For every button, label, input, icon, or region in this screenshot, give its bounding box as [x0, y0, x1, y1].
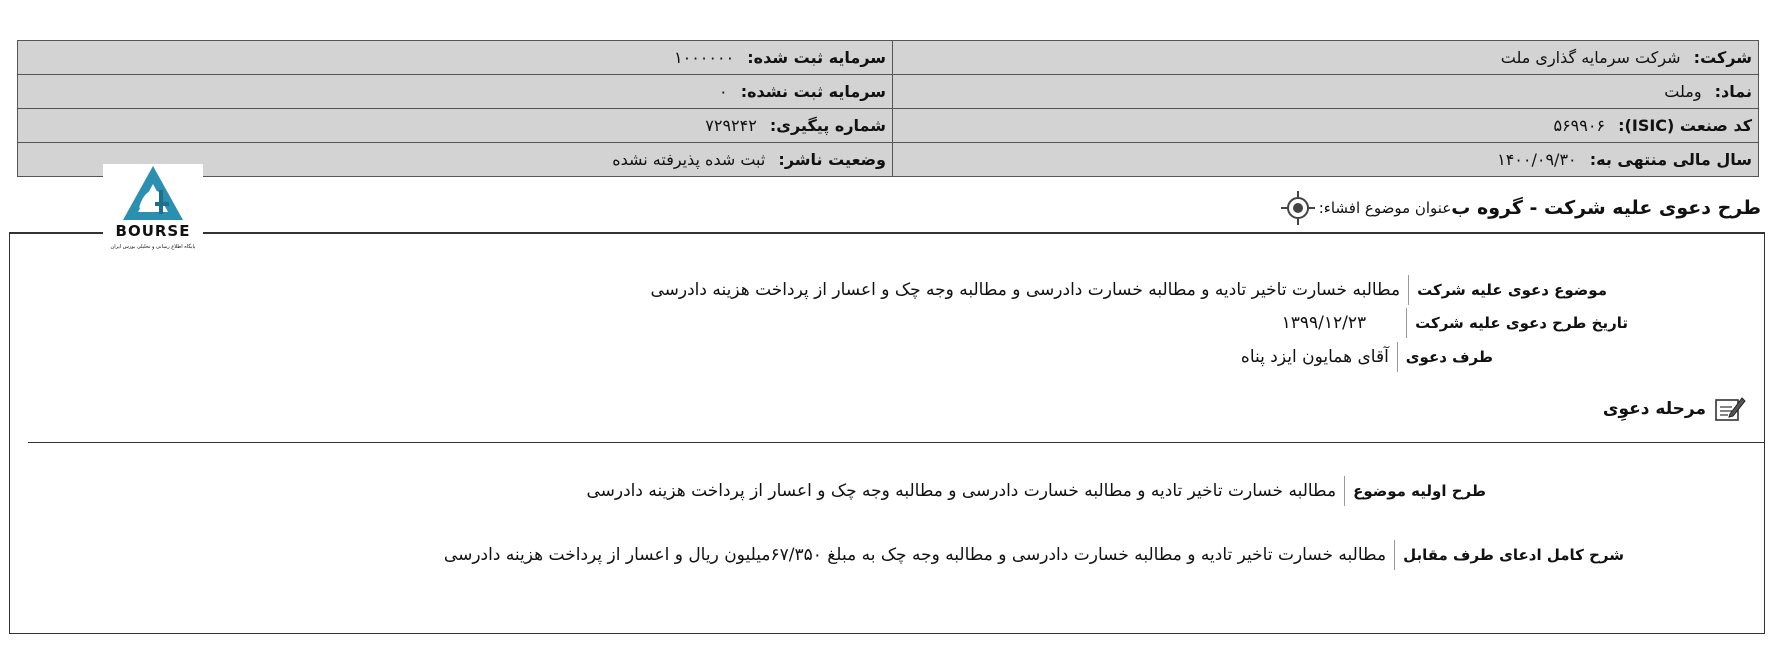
info-row	[18, 75, 1759, 109]
counterparty-claim-label: شرح کامل ادعای طرف مقابل	[1394, 540, 1624, 570]
crosshair-icon	[1281, 191, 1315, 225]
isic-label: کد صنعت (ISIC):	[1618, 116, 1752, 135]
tracking-number-label: شماره پیگیری:	[769, 116, 886, 135]
fiscal-year-value: ۱۴۰۰/۰۹/۳۰	[1497, 150, 1577, 169]
unregistered-capital-value: ۰	[719, 82, 728, 101]
info-cell-company	[893, 41, 1759, 75]
bourse-logo	[103, 164, 203, 256]
lawsuit-subject-field	[650, 275, 1607, 305]
stage-title-text: مرحله دعوِی	[1602, 399, 1706, 419]
publisher-status-value: ثبت شده پذیرفته نشده	[612, 150, 766, 169]
tracking-number-value: ۷۲۹۲۴۲	[705, 116, 757, 135]
initial-subject-value: مطالبه خسارت تاخیر تادیه و مطالبه خسارت دادرسی و مطالبه وجه چک و اعسار از پرداخت هزینه دادرسی	[586, 481, 1337, 501]
info-cell-unregistered-capital	[18, 75, 893, 109]
info-cell-tracking-number	[18, 109, 893, 143]
lawsuit-party-label: طرف دعوی	[1397, 342, 1493, 372]
company-value: شرکت سرمایه گذاری ملت	[1500, 48, 1681, 67]
info-row	[18, 143, 1759, 177]
logo-triangle-icon	[123, 166, 183, 220]
disclosure-label: عنوان موضوع افشاء:	[1318, 199, 1452, 217]
symbol-value: وملت	[1664, 82, 1702, 101]
logo-text: BOURSE	[115, 222, 191, 240]
info-cell-registered-capital	[18, 41, 893, 75]
counterparty-claim-field	[444, 540, 1624, 570]
lawsuit-subject-value: مطالبه خسارت تاخیر تادیه و مطالبه خسارت دادرسی و مطالبه وجه چک و اعسار از پرداخت هزینه دادرسی	[650, 280, 1401, 300]
logo-subtext: پایگاه اطلاع رسانی و تحلیلی بورس ایران	[110, 244, 196, 250]
lawsuit-subject-label: موضوع دعوی علیه شرکت	[1408, 275, 1607, 305]
isic-value: ۵۶۹۹۰۶	[1553, 116, 1606, 135]
info-cell-symbol	[893, 75, 1759, 109]
info-row	[18, 41, 1759, 75]
lawsuit-date-label: تاریخ طرح دعوی علیه شرکت	[1406, 308, 1628, 338]
lawsuit-date-field	[1282, 308, 1628, 338]
stage-divider	[28, 442, 1764, 443]
unregistered-capital-label: سرمایه ثبت نشده:	[740, 82, 886, 101]
edit-note-icon	[1714, 394, 1746, 424]
stage-title	[1603, 394, 1746, 424]
company-label: شرکت:	[1693, 48, 1752, 67]
lawsuit-party-value: آقای همایون ایزد پناه	[1240, 347, 1389, 367]
lawsuit-party-field	[1241, 342, 1493, 372]
info-cell-fiscal-year	[893, 143, 1759, 177]
initial-subject-label: طرح اولیه موضوع	[1344, 476, 1486, 506]
disclosure-value: طرح دعوی علیه شرکت - گروه ب	[1451, 197, 1761, 219]
info-row	[18, 109, 1759, 143]
info-cell-isic	[893, 109, 1759, 143]
registered-capital-label: سرمایه ثبت شده:	[747, 48, 886, 67]
publisher-status-label: وضعیت ناشر:	[778, 150, 886, 169]
registered-capital-value: ۱۰۰۰۰۰۰	[674, 48, 735, 67]
initial-subject-field	[586, 476, 1486, 506]
lawsuit-date-value: ۱۳۹۹/۱۲/۲۳	[1281, 313, 1367, 333]
counterparty-claim-value: مطالبه خسارت تاخیر تادیه و مطالبه خسارت دادرسی و مطالبه وجه چک به مبلغ ۶۷/۳۵۰میلیون ریال و اعسار از پرداخت هزینه دادرسی	[443, 545, 1387, 565]
symbol-label: نماد:	[1714, 82, 1752, 101]
company-info-table	[17, 40, 1759, 177]
lawsuit-details-box	[9, 232, 1765, 634]
fiscal-year-label: سال مالی منتهی به:	[1589, 150, 1752, 169]
disclosure-title	[1271, 191, 1761, 225]
